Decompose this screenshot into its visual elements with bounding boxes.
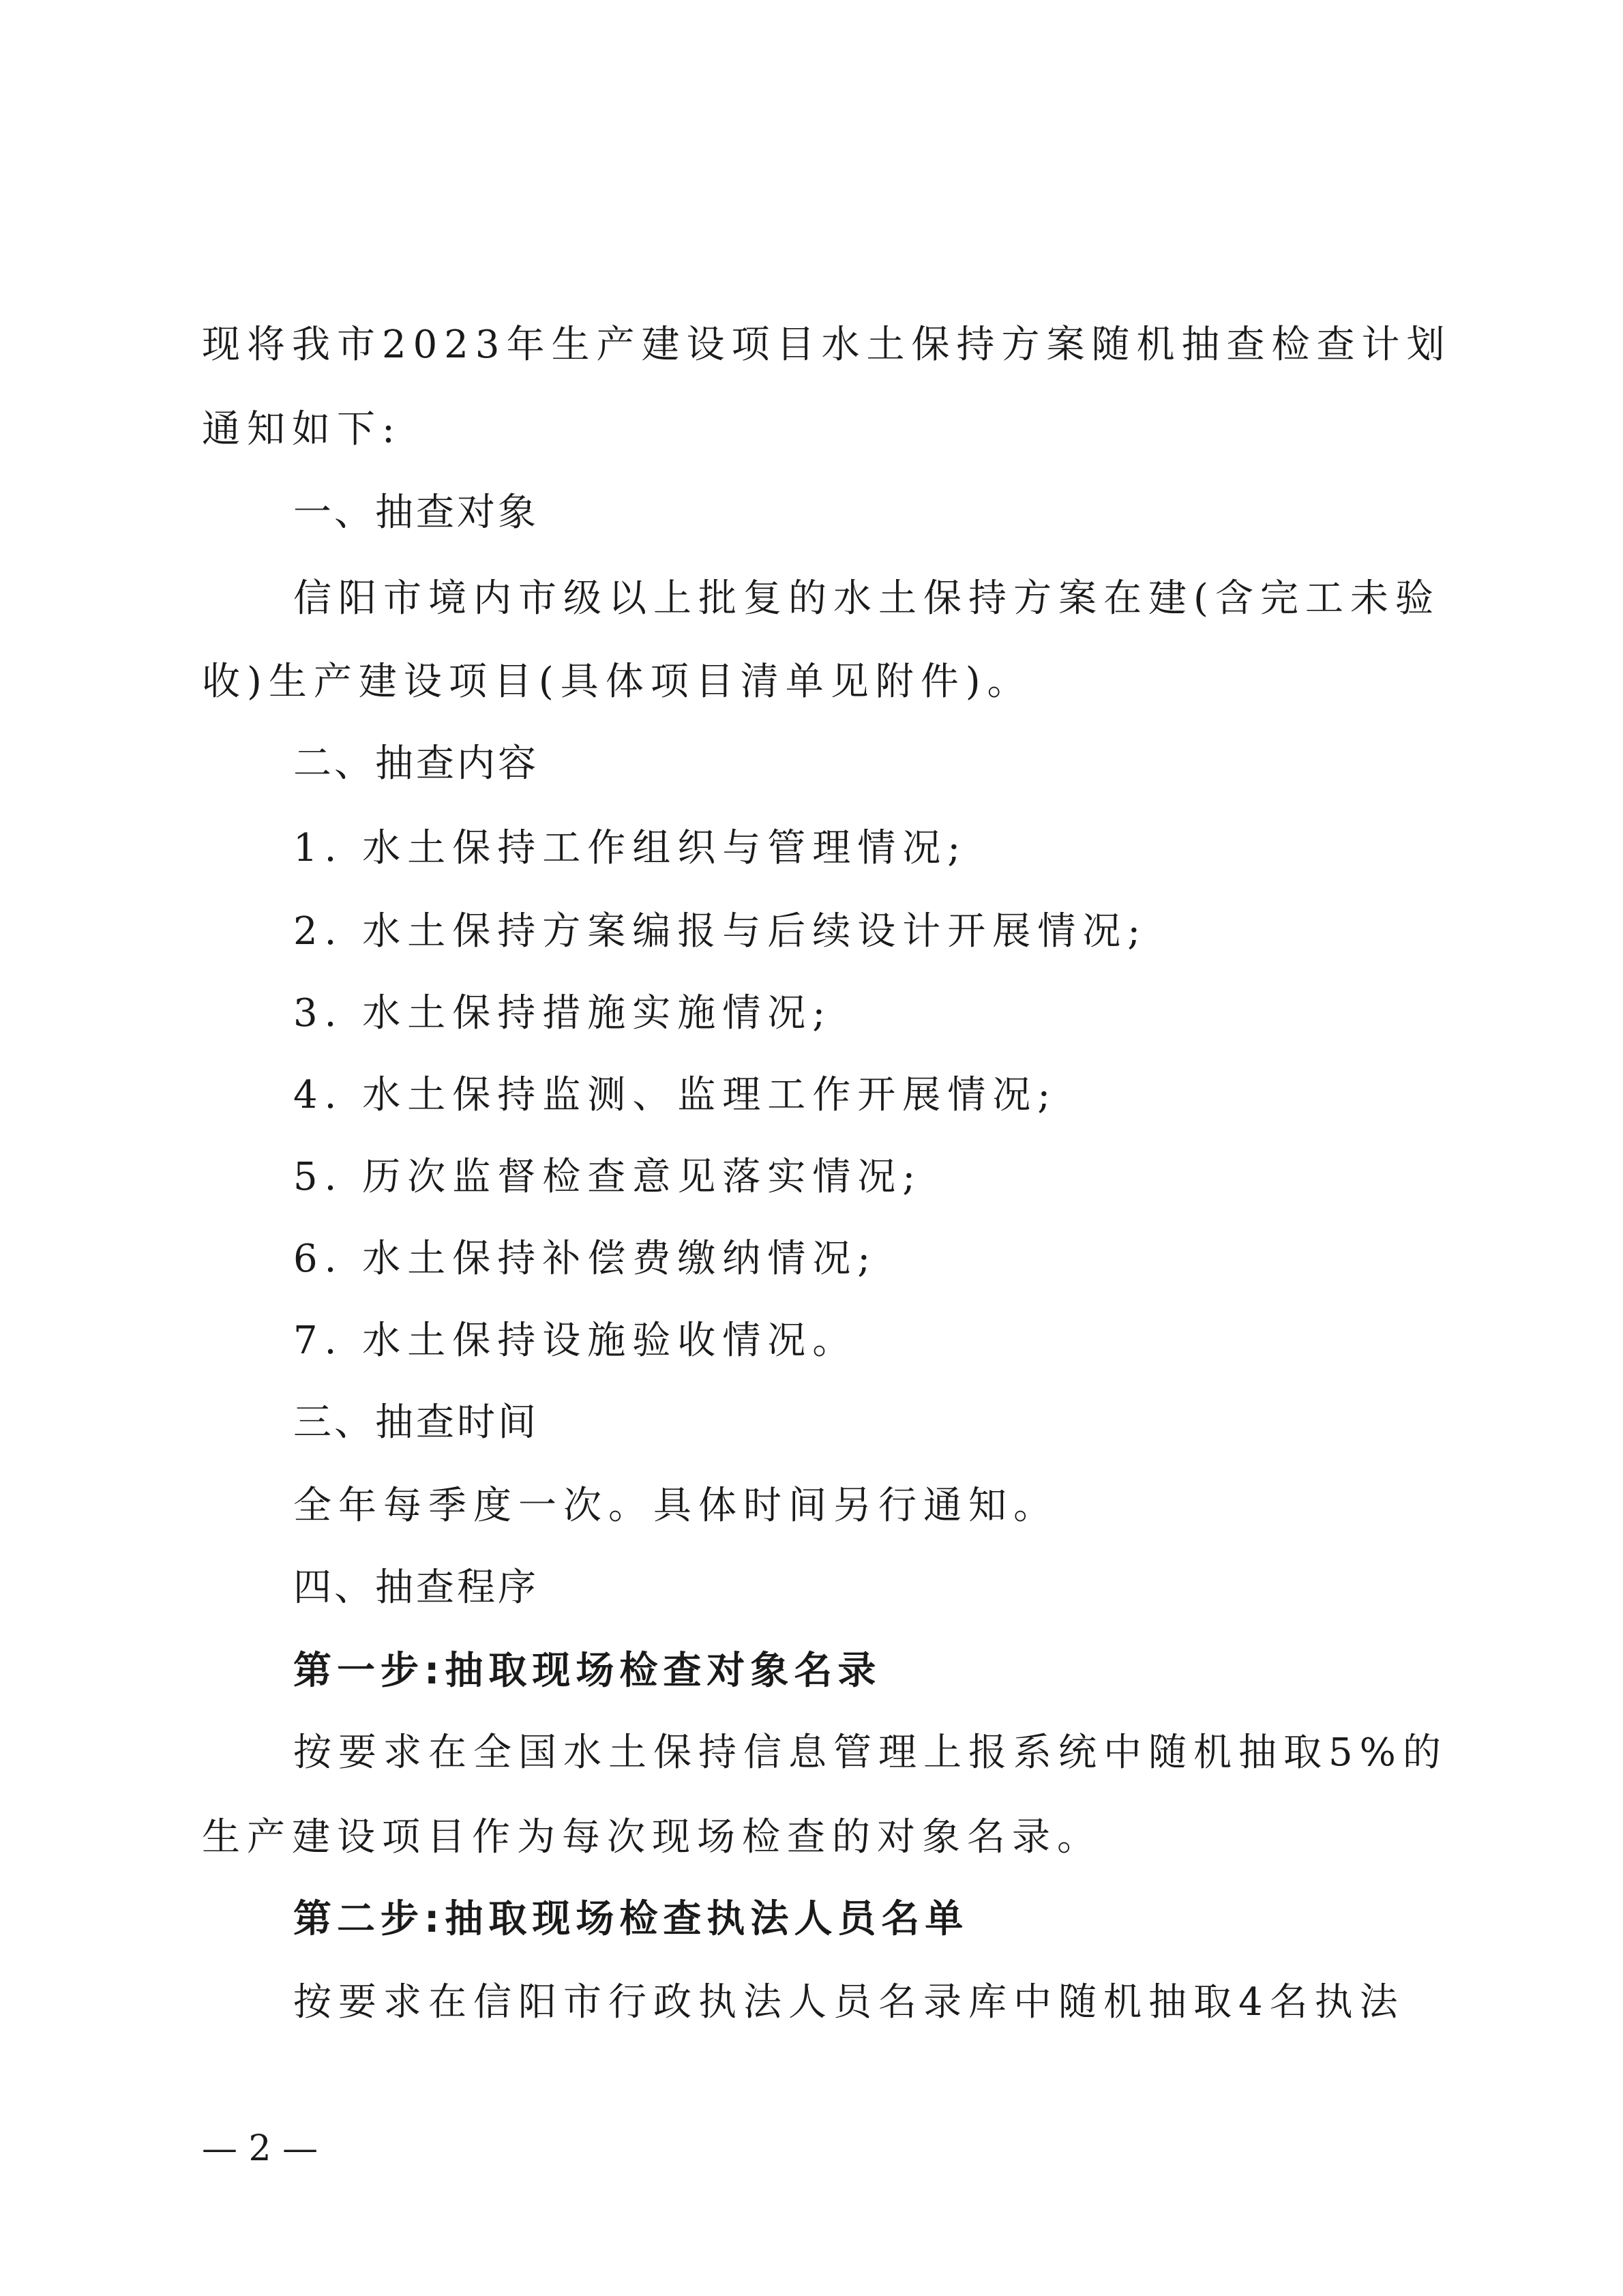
intro-line-1: 现将我市2023年生产建设项目水土保持方案随机抽查检查计划 [202,323,1452,367]
section-3-heading: 三、抽查时间 [293,1400,539,1445]
section-1-line-2: 收)生产建设项目(具体项目清单见附件)。 [202,660,1032,704]
step-1-line-1: 按要求在全国水土保持信息管理上报系统中随机抽取5%的 [293,1731,1448,1775]
list-item: 6. 水土保持补偿费缴纳情况; [293,1237,878,1281]
intro-line-2: 通知如下: [202,407,402,452]
section-2-heading: 二、抽查内容 [293,741,539,786]
section-3-text: 全年每季度一次。具体时间另行通知。 [293,1484,1058,1528]
section-4-heading: 四、抽查程序 [293,1565,539,1610]
step-1-heading: 第一步:抽取现场检查对象名录 [293,1649,882,1693]
list-item: 1. 水土保持工作组织与管理情况; [293,826,968,870]
list-item: 3. 水土保持措施实施情况; [293,991,833,1035]
section-1-heading: 一、抽查对象 [293,490,539,535]
list-item: 2. 水土保持方案编报与后续设计开展情况; [293,909,1148,954]
step-2-heading: 第二步:抽取现场检查执法人员名单 [293,1897,969,1941]
list-item: 7. 水土保持设施验收情况。 [293,1319,858,1363]
step-2-line-1: 按要求在信阳市行政执法人员名录库中随机抽取4名执法 [293,1980,1405,2025]
step-1-line-2: 生产建设项目作为每次现场检查的对象名录。 [202,1815,1102,1859]
page-number: — 2 — [202,2128,318,2169]
list-item: 4. 水土保持监测、监理工作开展情况; [293,1073,1058,1117]
section-1-line-1: 信阳市境内市级以上批复的水土保持方案在建(含完工未验 [293,576,1440,621]
list-item: 5. 历次监督检查意见落实情况; [293,1155,923,1199]
